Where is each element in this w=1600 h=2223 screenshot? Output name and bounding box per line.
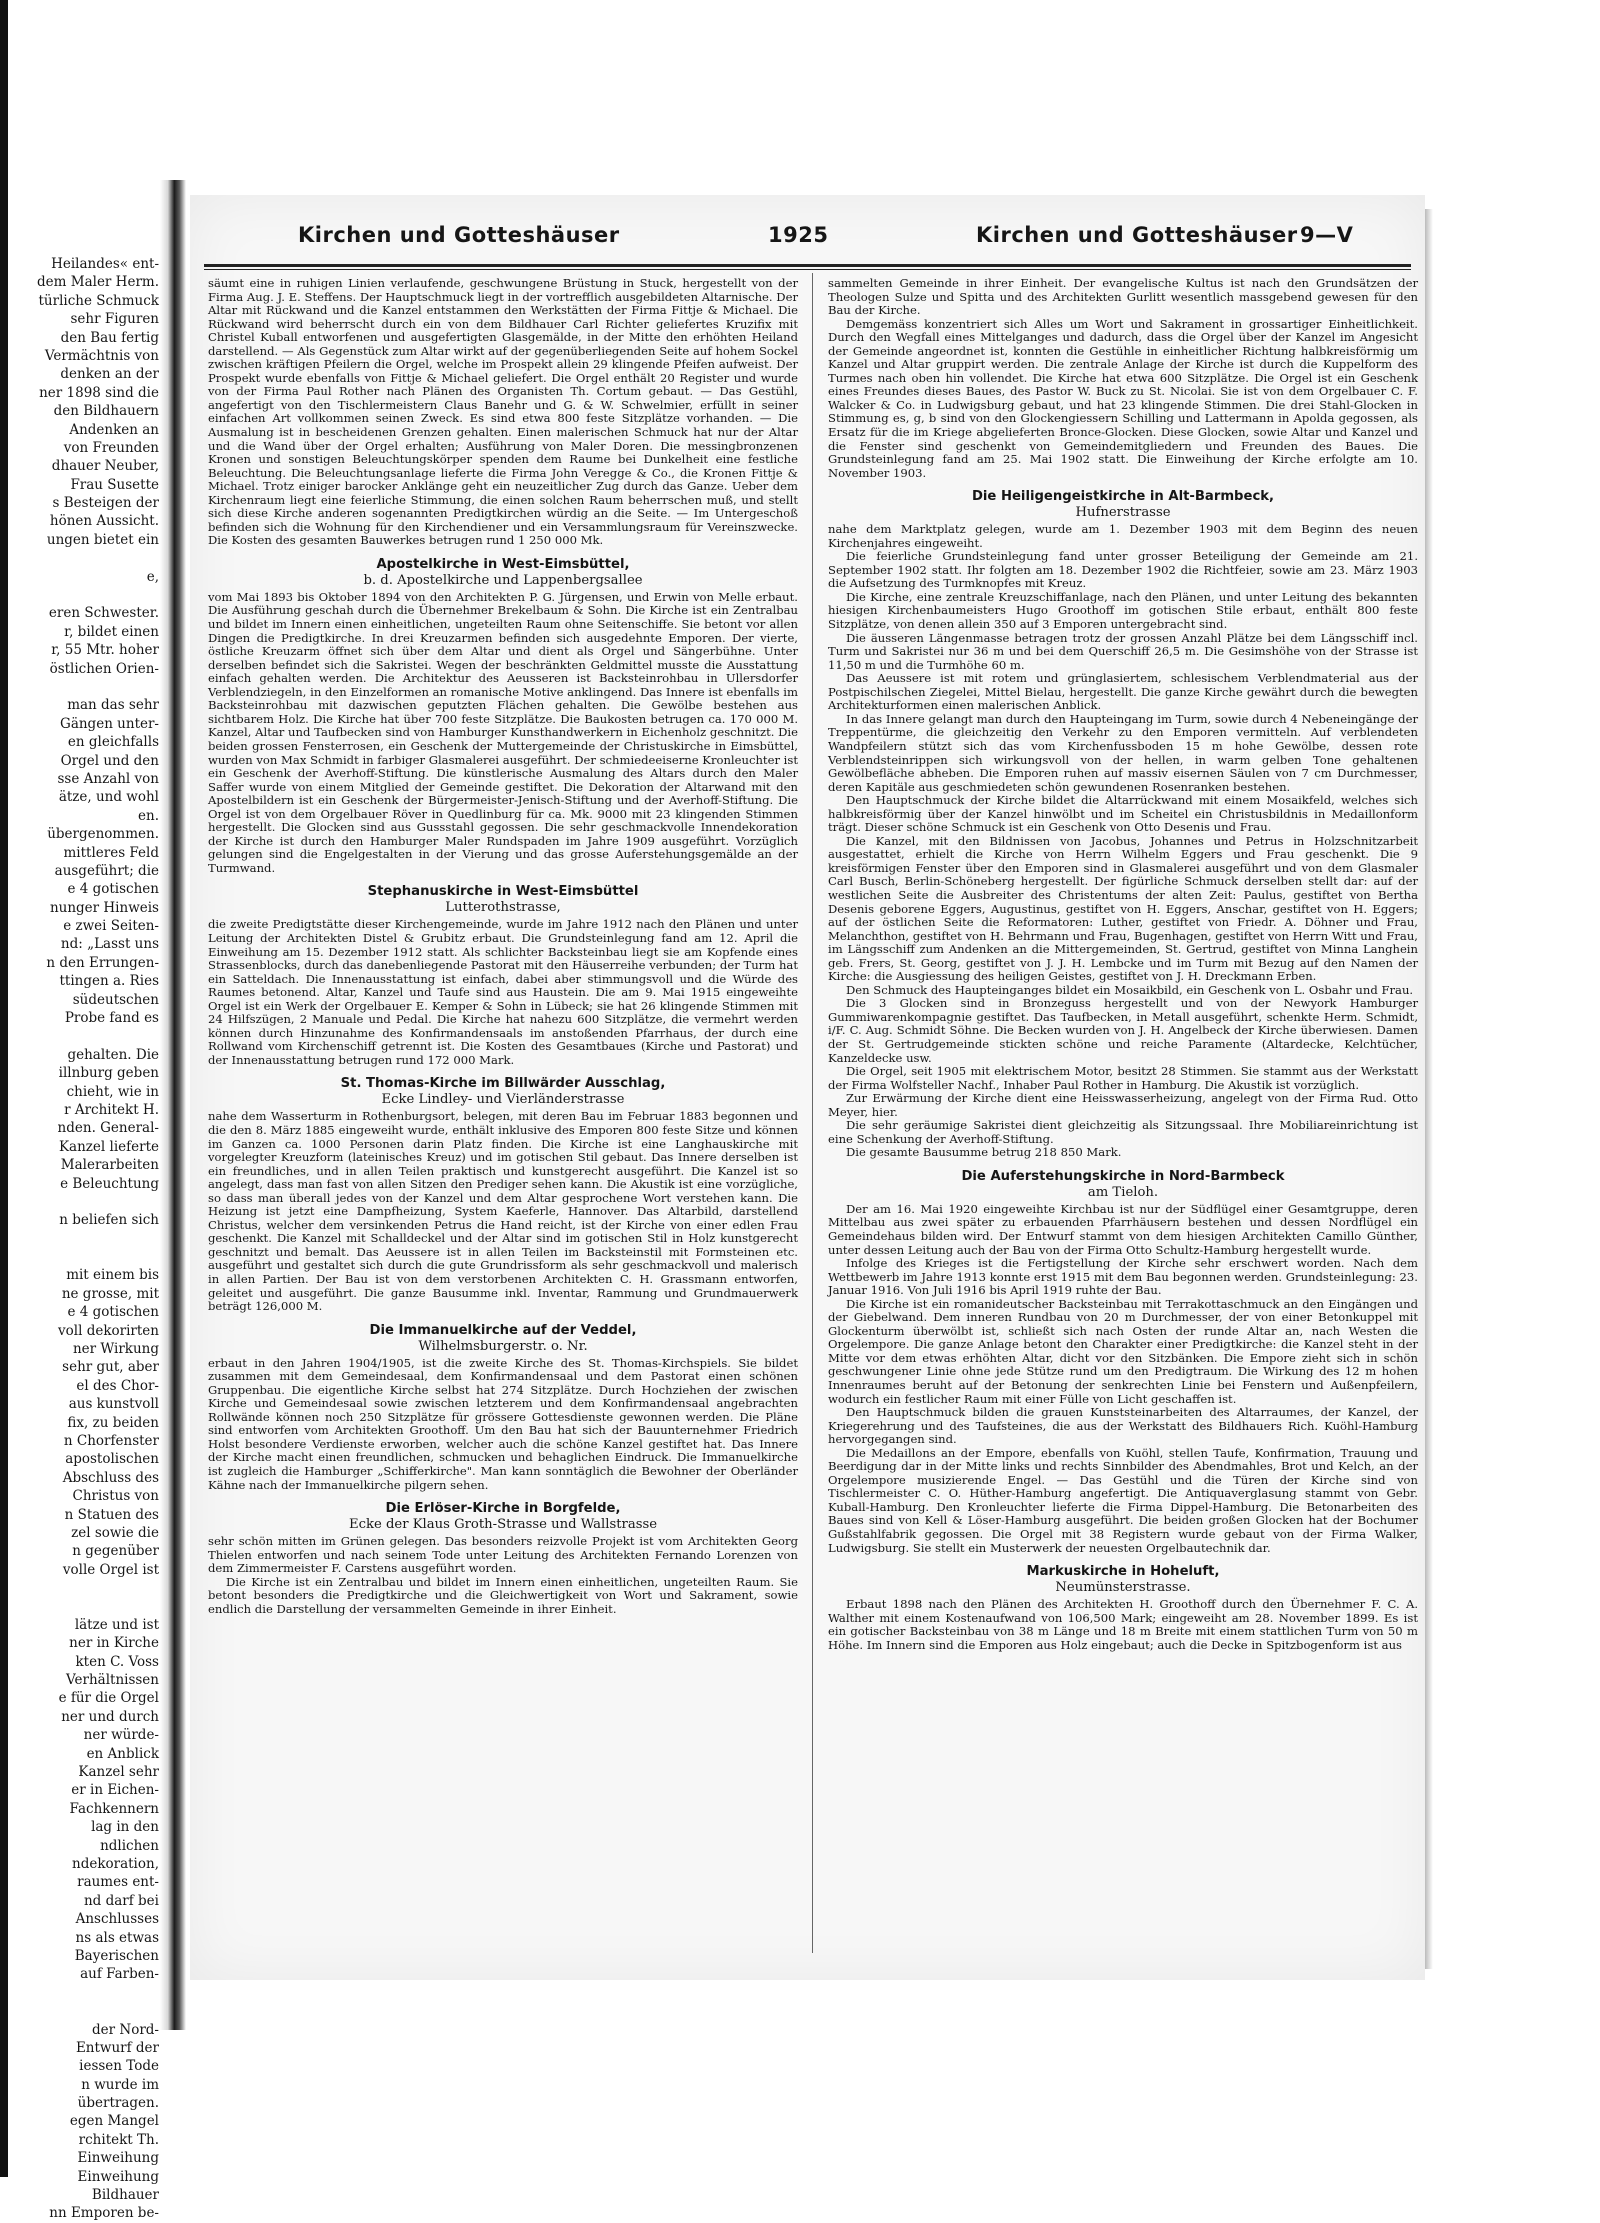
left-page-line: en.	[138, 807, 159, 824]
left-page-line: Andenken an	[69, 421, 159, 438]
left-page-line: nden. General-	[57, 1120, 159, 1137]
left-page-line: apostolischen	[65, 1451, 159, 1468]
paragraph: Erbaut 1898 nach den Plänen des Architekten H. Groothoff durch den Übernehmer F. C. A. Walther mit einem Kostenaufwand von 106,500 Mark; eingeweiht am 28. November 1899. Es ist ein gotischer Backsteinbau von 38 m Länge und 18 m Breite mit einem stattlichen Turm von 50 m Höhe. Im Innern sind die Emporen aus Holz eingebaut; auch die Decke in Spitzbogenform ist aus	[828, 1597, 1418, 1652]
left-page-line: ner in Kirche	[69, 1635, 159, 1652]
left-page-line: Probe fand es	[64, 1010, 159, 1027]
left-page-line: r Architekt H.	[64, 1101, 159, 1118]
left-page-line: von Freunden	[63, 439, 159, 456]
left-page-line: nd: „Lasst uns	[60, 936, 159, 953]
section-subheading: Lutterothstrasse,	[445, 900, 561, 916]
left-page-line	[8, 1230, 163, 1248]
paragraph: In das Innere gelangt man durch den Haupteingang im Turm, sowie durch 4 Nebeneingänge der Treppentürme, die gleichzeitig den Verkehr zu den Emporen vermitteln. Auf verblendeten Wandpfeilern stützt sich das vom Kirchenfussboden 15 m hohe Gewölbe, dessen rote Verblendsteinrippen sich wirkungsvoll von der hellen, in warm gelben Tone gehaltenen Gewölbefläche abheben. Die Emporen ruhen auf massiv eisernen Säulen von 7 cm Durchmesser, deren Kapitäle aus geschmiedeten schön gewundenen Rosenranken bestehen.	[828, 711, 1418, 794]
paragraph: Den Schmuck des Haupteinganges bildet ein Mosaikbild, ein Geschenk von L. Osbahr und Frau.	[846, 982, 1414, 997]
left-page-line: auf Farben-	[80, 1966, 159, 1983]
section-subheading: Ecke Lindley- und Vierländerstrasse	[381, 1092, 625, 1108]
header-right-title: Kirchen und Gotteshäuser	[976, 223, 1298, 247]
left-page-line: Kanzel lieferte	[58, 1138, 159, 1155]
left-page-line: n den Errungen-	[46, 954, 159, 971]
paragraph: nahe dem Marktplatz gelegen, wurde am 1. Dezember 1903 mit dem Beginn des neuen Kirchenjahres eingeweiht.	[828, 522, 1418, 550]
left-page-line: denken an der	[60, 366, 159, 383]
left-page-line: ungen bietet ein	[46, 531, 159, 548]
left-page-line: n wurde im	[81, 2076, 159, 2093]
paragraph: Die Kirche ist ein Zentralbau und bildet im Innern einen einheitlichen, ungeteilten Raum. Sie betont besonders die Predigtkirche und die Gleichwertigkeit von Wort und Sakrament, sowie endlich die Darstellung der versammelten Gemeinde in ihrer Einheit.	[208, 1574, 798, 1616]
left-page-line: e 4 gotischen	[67, 1304, 159, 1321]
paragraph: Den Hauptschmuck bilden die grauen Kunststeinarbeiten des Altarraumes, der Kanzel, der Kriegerehrung und des Taufsteines, die aus der Werkstatt des Bildhauers Rich. Kuöhl-Hamburg hervorgegangen sind.	[828, 1405, 1418, 1447]
section-subheading: Ecke der Klaus Groth-Strasse und Wallstrasse	[348, 1517, 658, 1533]
left-page-line: sehr Figuren	[70, 311, 159, 328]
left-page-line: ner Wirkung	[72, 1341, 159, 1358]
paragraph: Die äusseren Längenmasse betragen trotz der grossen Anzahl Plätze bei dem Längsschiff incl. Turm und Sakristei nur 36 m und bei dem Querschiff 26,5 m. Die Gesimshöhe von der Strasse ist 11,50 m und die Turmhöhe 60 m.	[828, 630, 1418, 672]
left-page-line: lag in den	[91, 1819, 159, 1836]
paragraph: Die Medaillons an der Empore, ebenfalls von Kuöhl, stellen Taufe, Konfirmation, Trauung und Beerdigung dar in der Mitte links und rechts Sinnbilder des Abendmahles, Brot und Kelch, an der Orgelempore musizierende Engel. — Das Gestühl und die Türen der Kirche sind von Tischlermeister C. O. Hüther-Hamburg angefertigt. Die Antiquaverglasung stammt von Gebr. Kuball-Hamburg. Den Kronleuchter lieferte die Firma Dippel-Hamburg. Die Betonarbeiten des Baues sind von Kell & Löser-Hamburg ausgeführt. Die beiden großen Glocken hat der Bochumer Gußstahlfabrik gegossen. Die Orgel mit 38 Registern wurde gebaut von der Firma Walker, Ludwigsburg. Sie stellt ein Musterwerk der neuesten Orgelbautechnik dar.	[828, 1445, 1418, 1555]
section-heading: Die Heiligengeistkirche in Alt-Barmbeck,	[971, 489, 1275, 505]
left-page-line: Abschluss des	[62, 1469, 159, 1486]
header-left-title: Kirchen und Gotteshäuser	[298, 223, 620, 247]
left-page-line: Orgel und den	[60, 752, 159, 769]
left-page-line: en Anblick	[86, 1745, 159, 1762]
left-page-line: den Bildhauern	[53, 403, 159, 420]
left-page-line: Heilandes« ent-	[51, 256, 159, 272]
left-page-line: Einweihung	[77, 2168, 159, 2185]
left-page-line	[8, 2002, 163, 2020]
left-page-line: illnburg geben	[58, 1065, 159, 1082]
left-page-line: nunger Hinweis	[49, 899, 159, 916]
left-page-line: Bayerischen	[74, 1947, 159, 1964]
left-page-line: nd darf bei	[83, 1892, 159, 1909]
left-page-line: e 4 gotischen	[67, 881, 159, 898]
left-page-line: aus kunstvoll	[68, 1396, 159, 1413]
section-subheading: Neumünsterstrasse.	[1055, 1580, 1191, 1596]
left-page-line: mittleres Feld	[63, 844, 159, 861]
left-page-line: n gegenüber	[72, 1543, 159, 1560]
left-page-line: dem Maler Herm.	[37, 274, 159, 291]
left-page-line: der Nord-	[92, 2021, 159, 2038]
left-page-line: e,	[146, 568, 159, 585]
section-heading: St. Thomas-Kirche im Billwärder Ausschlag,	[340, 1076, 666, 1092]
section-heading: Die Immanuelkirche auf der Veddel,	[369, 1322, 637, 1338]
paragraph: erbaut in den Jahren 1904/1905, ist die zweite Kirche des St. Thomas-Kirchspiels. Sie bildet zusammen mit dem Gemeindesaal, dem Konfirmandensaal und dem Pastorat einen schönen Gruppenbau. Die eigentliche Kirche selbst hat 274 Sitzplätze. Durch Hochziehen der zwischen Kirche und Gemeindesaal sowie zwischen letzterem und dem Konfirmandensaal angebrachten Rollwände können noch 250 Sitzplätze für grössere Gottesdienste gewonnen werden. Die Pläne sind entworfen vom Architekten Groothoff. Um den Bau hat sich der Bauunternehmer Friedrich Holst besondere Verdienste erworben, welcher auch die schöne Kanzel gestiftet hat. Das Innere der Kirche macht einen freundlichen, schmucken und behaglichen Eindruck. Die Immanuelkirche ist zugleich die Hamburger „Schifferkirche". Man kann sonntäglich die Bewohner der Oberländer Kähne nach der Immanuelkirche pilgern sehen.	[208, 1355, 798, 1492]
book-spine	[160, 180, 186, 2030]
paragraph: Die Kanzel, mit den Bildnissen von Jacobus, Johannes und Petrus in Holzschnitzarbeit ausgestattet, erhielt die Kirche von Herrn Wilhelm Eggers und Frau geschenkt. Die 9 kreisförmigen Fenster über den Emporen sind in Glasmalerei ausgeführt und von dem Glasmaler Carl Busch, Berlin-Schöneberg hergestellt. Der figürliche Schmuck derselben stellt dar: auf der westlichen Seite die Ausbreiter des Christentums der alten Zeit: Paulus, gestiftet von Bertha Desenis geborene Eggers, Augustinus, gestiftet von H. Eggers, Anschar, gestiftet von H. Eggers; auf der östlichen Seite die Reformatoren: Luther, gestiftet von Friedr. A. Döhner und Frau, Melanchthon, gestiftet von H. Behrmann und Frau, Bugenhagen, gestiftet von Herrn Witt und Frau, im Längsschiff zum Andenken an die Mittergemeinden, St. Gertrud, gestiftet von Minna Langhein geb. Frers, St. Georg, gestiftet von J. J. H. Lembcke und im Turm mit Bezug auf den Namen der Kirche: die Ausgiessung des heiligen Geistes, gestiftet von J. H. Dreckmann Erben.	[828, 833, 1418, 984]
left-page-line: mit einem bis	[66, 1267, 159, 1284]
paragraph: Den Hauptschmuck der Kirche bildet die Altarrückwand mit einem Mosaikfeld, welches sich halbkreisförmig über der Kanzel hinwölbt und im Scheitel ein Christusbildnis in Medaillonform trägt. Dieser schöne Schmuck ist ein Geschenk von Otto Desenis und Frau.	[828, 793, 1418, 835]
paragraph: Infolge des Krieges ist die Fertigstellung der Kirche sehr erschwert worden. Nach dem Wettbewerb im Jahre 1913 konnte erst 1915 mit dem Bau begonnen werden. Grundsteinlegung: 23. Januar 1916. Von Juli 1916 bis April 1919 ruhte der Bau.	[828, 1256, 1418, 1298]
left-page-line: man das sehr	[67, 697, 159, 714]
section-heading: Stephanuskirche in West-Eimsbüttel	[367, 884, 639, 900]
left-page-line: volle Orgel ist	[62, 1561, 159, 1578]
left-page-line: ndlichen	[100, 1837, 159, 1854]
scan-edge	[0, 0, 8, 2177]
left-page-line: kten C. Voss	[75, 1653, 159, 1670]
paragraph: sehr schön mitten im Grünen gelegen. Das besonders reizvolle Projekt ist vom Architekten Georg Thielen entworfen und nach seinem Tode unter Leitung des Architekten Fernando Lorenzen von dem Zimmermeister F. Carstens ausgeführt worden.	[208, 1534, 798, 1576]
paragraph: Die Orgel, seit 1905 mit elektrischem Motor, besitzt 28 Stimmen. Sie stammt aus der Werkstatt der Firma Wolfsteller Nachf., Inhaber Paul Rother in Hamburg. Die Akustik ist vorzüglich.	[828, 1064, 1418, 1092]
section-heading: Die Auferstehungskirche in Nord-Barmbeck	[961, 1168, 1285, 1184]
left-page-line: sehr gut, aber	[62, 1359, 159, 1376]
paragraph: Die Kirche ist ein romanideutscher Backsteinbau mit Terrakottaschmuck an den Eingängen und der Giebelwand. Dem inneren Rundbau von 20 m Durchmesser, der von einer Betonkuppel mit Glockenturm überwölbt ist, schließt sich nach Osten der runde Altar an, nach Westen die Orgelempore. Die ganze Anlage betont den Charakter einer Predigtkirche: die Kanzel steht in der Mitte vor dem etwas erhöhten Altar, dicht vor den Sitzbänken. Die Empore zieht sich in schön geschwungener Linie ohne jede Stütze rund um den Predigtraum. Die Wirkung des 12 m hohen Innenraumes beruht auf der Betonung der senkrechten Linie bei Fenstern und Außenpfeilern, wodurch ein festlicher Raum mit einer Fülle von Licht geschaffen ist.	[828, 1296, 1418, 1406]
section-heading: Markuskirche in Hoheluft,	[1026, 1564, 1220, 1580]
left-page-line: s Besteigen der	[52, 495, 159, 512]
paragraph: Demgemäss konzentriert sich Alles um Wort und Sakrament in grossartiger Einheitlichkeit. Durch den Wegfall eines Mittelganges und dadurch, dass die Orgel über der Kanzel im Angesicht der Gemeinde angeordnet ist, konnten die Gestühle in einheitlicher Richtung halbkreisförmig um Kanzel und Altar gruppirt werden. Die zentrale Anlage der Kirche ist durch die Kuppelform des Turmes nach oben hin vollendet. Die Kirche hat etwa 600 Sitzplätze. Die Orgel ist ein Geschenk eines Freundes dieses Baues, des Pastor W. Buck zu St. Nicolai. Sie ist von dem Orgelbauer C. F. Walcker & Co. in Ludwigsburg gebaut, und hat 23 klingende Stimmen. Die drei Stahl-Glocken in Stimmung es, g, b sind von den Glockengiessern Schilling und Lattermann in Apolda gegossen, als Ersatz für die im Kriege abgelieferten Bronce-Glocken. Diese Glocken, sowie Altar und Kanzel und die Fenster sind geschenkt von Gemeindemitgliedern und Freunden des Baues. Die Grundsteinlegung fand am 25. Mai 1902 statt. Die Einweihung der Kirche erfolgte am 10. November 1903.	[828, 316, 1418, 480]
paragraph: Das Aeussere ist mit rotem und grünglasiertem, schlesischem Verblendmaterial aus der Postpischilschen Ziegelei, Mittel Bielau, hergestellt. Die ganze Kirche gewährt durch die bewegten Architekturformen einen malerischen Anblick.	[828, 671, 1418, 713]
left-page-line	[8, 1598, 163, 1616]
paragraph: Die 3 Glocken sind in Bronzeguss hergestellt und von der Newyork Hamburger Gummiwarenkompagnie gestiftet. Das Taufbecken, in Metall ausgeführt, schenkte Herm. Schmidt, i/F. C. Aug. Schmidt Söhne. Die Becken wurden von J. H. Angelbeck der Kirche überwiesen. Damen der St. Gertrudgemeinde stickten schöne und reiche Paramente (Altardecke, Kelchtücher, Kanzeldecke usw.	[828, 996, 1418, 1065]
left-page-line: Frau Susette	[70, 476, 159, 493]
section-heading: Die Erlöser-Kirche in Borgfelde,	[385, 1501, 621, 1517]
left-page-line: ner würde-	[83, 1727, 159, 1744]
left-page-line: e für die Orgel	[58, 1690, 159, 1707]
paragraph: nahe dem Wasserturm in Rothenburgsort, belegen, mit deren Bau im Februar 1883 begonnen und die den 8. März 1885 eingeweiht wurde, enthält inklusive des Emporen 800 feste Sitze und können im Ganzen ca. 1000 Personen darin Platz finden. Die Kirche ist eine Langhauskirche mit vorgelegter Kreuzform (lateinisches Kreuz) und im gotischen Stil gebaut. Das Innere derselben ist ein freundliches, und in allen Teilen praktisch und kunstgerecht ausgeführt. Die Kanzel ist so angelegt, dass man fast von allen Sitzen den Prediger sehen kann. Die Akustik ist eine vorzügliche, so dass man überall jedes von der Kanzel und dem Altar gesprochene Wort verstehen kann. Die Heizung ist jetzt eine Dampfheizung, System Kaeferle, Hannover. Das Altarbild, darstellend Christus, welcher dem versinkenden Petrus die Hand reicht, ist der Kirche von einer edlen Frau geschenkt. Die Kanzel mit Schalldeckel und der Altar sind im gotischen Stil in Holz kunstgerecht geschnitzt und bemalt. Das Aeussere ist in allen Teilen im Backsteinstil mit Formsteinen etc. ausgeführt und gestaltet sich durch die gute Grundrissform als sehr geschmackvoll und malerisch in allen Partien. Der Bau ist von dem verstorbenen Architekten C. H. Grassmann entworfen, geleitet und ausgeführt. Die ganze Bausumme inkl. Inventar, Rammung und Grundmauerwerk beträgt 126,000 M.	[208, 1109, 798, 1314]
left-page-line: chieht, wie in	[66, 1083, 159, 1100]
left-page-line	[8, 549, 163, 567]
left-page-line: n Statuen des	[64, 1506, 159, 1523]
left-page-line	[8, 1984, 163, 2002]
left-page-line: dhauer Neuber,	[51, 458, 159, 475]
left-page-line: r, 55 Mtr. hoher	[51, 642, 159, 659]
left-page-line: r, bildet einen	[64, 623, 159, 640]
left-page-line: ner und durch	[61, 1708, 159, 1725]
left-page-line: lätze und ist	[74, 1616, 159, 1633]
paragraph: Die gesamte Bausumme betrug 218 850 Mark.	[846, 1145, 1122, 1160]
section-subheading: Wilhelmsburgerstr. o. Nr.	[418, 1338, 588, 1354]
page-header	[190, 223, 1425, 257]
left-page-line: ns als etwas	[75, 1929, 159, 1946]
left-page-line: e Beleuchtung	[60, 1175, 159, 1192]
left-page-line: südeutschen	[72, 991, 159, 1008]
left-page-line: raumes ent-	[77, 1874, 159, 1891]
left-page-line: Anschlusses	[75, 1911, 159, 1928]
left-page-line: hönen Aussicht.	[49, 513, 159, 530]
left-page-line: türliche Schmuck	[38, 292, 159, 309]
left-page-line	[8, 1248, 163, 1266]
section-subheading: Hufnerstrasse	[1075, 505, 1171, 521]
left-page-line: ätze, und wohl	[58, 789, 159, 806]
left-page-line: Entwurf der	[75, 2039, 159, 2056]
left-page-line	[8, 678, 163, 696]
left-page-line: voll dekorirten	[58, 1322, 159, 1339]
left-page-line: Kanzel sehr	[78, 1764, 159, 1781]
left-page-line: ner 1898 sind die	[39, 384, 159, 401]
header-rule-thin	[204, 269, 1411, 270]
header-rule	[204, 264, 1411, 267]
left-page-line: el des Chor-	[76, 1377, 159, 1394]
left-page-line: Fachkennern	[69, 1800, 159, 1817]
paragraph: sammelten Gemeinde in ihrer Einheit. Der evangelische Kultus ist nach den Grundsätzen der Theologen Sulze und Spitta und des Architekten Gurlitt wesentlich massgebend gewesen für den Bau der Kirche.	[828, 276, 1418, 318]
left-page-fragment	[8, 255, 163, 2222]
left-page-line: nn Emporen be-	[49, 2205, 159, 2222]
left-page-line: eren Schwester.	[48, 605, 159, 622]
left-page-line	[8, 586, 163, 604]
left-page-line: ttingen a. Ries	[59, 973, 159, 990]
paragraph: Die feierliche Grundsteinlegung fand unter grosser Beteiligung der Gemeinde am 21. September 1902 statt. Ihr folgten am 18. Dezember 1902 die Richtfeier, sowie am 23. März 1903 die Aufsetzung des Turmknopfes mit Kreuz.	[828, 549, 1418, 591]
left-page-line: Vermächtnis von	[44, 347, 159, 364]
paragraph: säumt eine in ruhigen Linien verlaufende, geschwungene Brüstung in Stuck, hergestellt von der Firma Aug. J. E. Steffens. Der Hauptschmuck liegt in der vortrefflich ausgebildeten Altarnische. Der Altar mit Rückwand und die Kanzel entstammen den Werkstätten der Firma Fittje & Michael. Die Rückwand wird beherrscht durch ein von dem Bildhauer Carl Richter geliefertes Kruzifix mit Christel Kuball entworfenen und ausgefertigten Glasgemälde, in der Mitte den erhöhten Heiland darstellend. — Als Gegenstück zum Altar wirkt auf der gegenüberliegenden Seite auf hohem Sockel zwischen kräftigen Pfeilern die Orgel, welche im Prospekt allein 29 klingende Pfeifen aufweist. Der Prospekt wurde ebenfalls von Fittje & Michael geliefert. Die Orgel enthält 20 Register und wurde von der Firma Paul Rother nach Plänen des Organisten Th. Cortum gebaut. — Das Gestühl, angefertigt von den Tischlermeistern Claus Banehr und G. & W. Schwelmier, erfüllt in seiner einfachen Art vollkommen seinen Zweck. Es sind etwa 800 feste Sitzplätze vorhanden. — Die Ausmalung ist in bescheidenen Grenzen gehalten. Einen malerischen Schmuck hat nur der Altar und die Wand über der Orgel erhalten; Ausführung von Maler Doren. Die messingbronzenen Kronen und sonstigen Beleuchtungskörper spenden dem Raume bei Dunkelheit eine festliche Beleuchtung. Die Beleuchtungsanlage lieferte die Firma John Veregge & Co., die Kronen Fittje & Michael. Trotz einiger barocker Anklänge geht ein neuzeitlicher Zug durch das Ganze. Ueber dem Kirchenraum liegt eine feierliche Stimmung, die einen solchen Raum beherrschen muß, und stellt sich diese Kirche anderen sogenannten Predigtkirchen würdig an die Seite. — Im Untergeschoß befinden sich die Wohnung für den Kirchendiener und ein Versammlungsraum für Vereinszwecke. Die Kosten des gesamten Bauwerkes betrugen rund 1 250 000 Mk.	[208, 276, 798, 548]
column-left	[208, 277, 798, 1616]
section-heading: Apostelkirche in West-Eimsbüttel,	[376, 556, 630, 572]
paragraph: Zur Erwärmung der Kirche dient eine Heisswasserheizung, angelegt von der Firma Rud. Otto Meyer, hier.	[828, 1091, 1418, 1119]
paragraph: die zweite Predigtstätte dieser Kirchengemeinde, wurde im Jahre 1912 nach den Plänen und unter Leitung der Architekten Distel & Grubitz erbaut. Die Grundsteinlegung fand am 12. April die Einweihung am 15. Dezember 1912 statt. Als schlichter Backsteinbau liegt sie am Kopfende eines Strassenblocks, durch das danebenliegende Pastorat mit den Häuserreihe verbunden; der Turm hat ein Satteldach. Die Innenausstattung ist einfach, dabei aber stimmungsvoll und die Würde des Raumes betonend. Altar, Kanzel und Taufe sind aus Haustein. Die am 9. Mai 1915 eingeweihte Orgel ist ein Werk der Orgelbauer E. Kemper & Sohn in Lübeck; sie hat 26 klingende Stimmen mit 24 Hilfszügen, 2 Manuale und Pedal. Die Kirche hat nahezu 600 Sitzplätze, die vermehrt werden können durch Hinzunahme des Konfirmandensaals im anstoßenden Pfarrhaus, der durch eine Rollwand vom Kirchenschiff getrennt ist. Die Kosten des Gesamtbaues (Kirche und Pastorat) und der Innenausstattung betrugen rund 172 000 Mark.	[208, 917, 798, 1067]
left-page-line: Einweihung	[77, 2150, 159, 2167]
header-year: 1925	[768, 223, 829, 247]
left-page-line: Bildhauer	[91, 2187, 159, 2204]
newspaper-page	[190, 195, 1425, 1980]
left-page-line: ndekoration,	[72, 1855, 159, 1872]
left-page-line: ausgeführt; die	[54, 862, 159, 879]
left-page-line: fix, zu beiden	[67, 1414, 159, 1431]
left-page-line: den Bau fertig	[60, 329, 159, 346]
left-page-line: n Chorfenster	[63, 1433, 159, 1449]
section-subheading: b. d. Apostelkirche und Lappenbergsallee	[363, 572, 643, 588]
left-page-line	[8, 1027, 163, 1045]
left-page-line: e zwei Seiten-	[63, 918, 159, 935]
left-page-line: en gleichfalls	[67, 734, 159, 751]
left-page-line: zel sowie die	[71, 1524, 159, 1541]
paragraph: Die sehr geräumige Sakristei dient gleichzeitig als Sitzungssaal. Ihre Mobiliareinrichtung ist eine Schenkung der Averhoff-Stiftung.	[828, 1118, 1418, 1146]
left-page-line: iessen Tode	[79, 2058, 159, 2075]
left-page-line	[8, 1579, 163, 1597]
left-page-line: übergenommen.	[47, 826, 159, 843]
column-right	[828, 277, 1418, 1652]
left-page-line: sse Anzahl von	[57, 770, 159, 787]
left-page-line: Verhältnissen	[66, 1672, 159, 1689]
left-page-line: Christus von	[72, 1488, 159, 1505]
left-page-line: übertragen.	[77, 2095, 159, 2112]
left-page-line: er in Eichen-	[71, 1782, 159, 1799]
left-page-line: ne grosse, mit	[61, 1285, 159, 1302]
paragraph: vom Mai 1893 bis Oktober 1894 von den Architekten P. G. Jürgensen, und Erwin von Melle erbaut. Die Ausführung geschah durch die Übernehmer Brekelbaum & Sohn. Die Kirche ist ein Zentralbau und bildet im Innern einen einheitlichen, ungeteilten Raum ohne Seitenschiffe. Sie betont vor allen Dingen die Predigtkirche. In drei Kreuzarmen befinden sich ausgedehnte Emporen. Der vierte, östliche Kreuzarm öffnet sich über dem Altar und dient als Orgel und Sängerbühne. Unter derselben befindet sich die Sakristei. Wegen der beschränkten Geldmittel musste die Ausstattung einfach gehalten werden. Die Architektur des Aeusseren ist Backsteinrohbau in Ullersdorfer Verblendziegeln, in den Einzelformen an romanische Motive anklingend. Das Innere ist ebenfalls im Backsteinrohbau mit dazwischen geputzten Flächen gehalten. Die Gewölbe bestehen aus sichtbarem Holz. Die Kirche hat über 700 feste Sitzplätze. Die Baukosten betrugen ca. 170 000 M. Kanzel, Altar und Taufbecken sind von Hamburger Kunsthandwerkern in Eichenholz geschnitzt. Die beiden grossen Fensterrosen, ein Geschenk der Muttergemeinde der Christuskirche in Eimsbüttel, wurden von Max Schmidt in farbiger Glasmalerei ausgeführt. Der schmiedeeiserne Kronleuchter ist ein Geschenk der Averhoff-Stiftung. Die künstlerische Ausmalung des Altars durch den Maler Saffer wurde von einem Mitglied der Gemeinde gestiftet. Die Dekoration der Altarwand mit den Apostelbildern ist ein Geschenk der Bürgermeister-Jenisch-Stiftung und der Averhoff-Stiftung. Die Orgel ist von dem Orgelbauer Röver in Quedlinburg für ca. Mk. 9000 mit 23 klingenden Stimmen hergestellt. Die Glocken sind aus Gussstahl gegossen. Die sehr geschmackvolle Innendekoration der Kirche ist durch den Hamburger Maler Rundspaden im Jahre 1909 ausgeführt. Vorzüglich gelungen sind die Engelgestalten in der Vierung und das grosse Auferstehungsgemälde an der Turmwand.	[208, 589, 798, 875]
header-page-number: 9—V	[1300, 223, 1354, 247]
left-page-line	[8, 1193, 163, 1211]
left-page-line: n beliefen sich	[59, 1212, 159, 1229]
left-page-line: Gängen unter-	[60, 715, 159, 732]
section-subheading: am Tieloh.	[1087, 1184, 1159, 1200]
paragraph: Die Kirche, eine zentrale Kreuzschiffanlage, nach den Plänen, und unter Leitung des bekannten hiesigen Kirchenbaumeisters Hugo Groothoff im gotischen Stile erbaut, enthält 800 feste Sitzplätze, von denen allein 350 auf 3 Emporen untergebracht sind.	[828, 589, 1418, 632]
paragraph: Der am 16. Mai 1920 eingeweihte Kirchbau ist nur der Südflügel einer Gesamtgruppe, deren Mittelbau aus zwei später zu erbauenden Pfarrhäusern bestehen und dessen Nordflügel ein Gemeindehaus bilden wird. Der Entwurf stammt von dem hiesigen Architekten Camillo Günther, unter dessen Leitung auch der Bau von der Firma Otto Schultz-Hamburg hergestellt wurde.	[828, 1201, 1418, 1257]
left-page-line: Malerarbeiten	[60, 1157, 159, 1174]
left-page-line: gehalten. Die	[67, 1046, 159, 1063]
left-page-line: rchitekt Th.	[78, 2131, 159, 2148]
left-page-line: östlichen Orien-	[49, 660, 159, 677]
column-divider	[812, 273, 813, 1953]
left-page-line: egen Mangel	[69, 2113, 159, 2130]
